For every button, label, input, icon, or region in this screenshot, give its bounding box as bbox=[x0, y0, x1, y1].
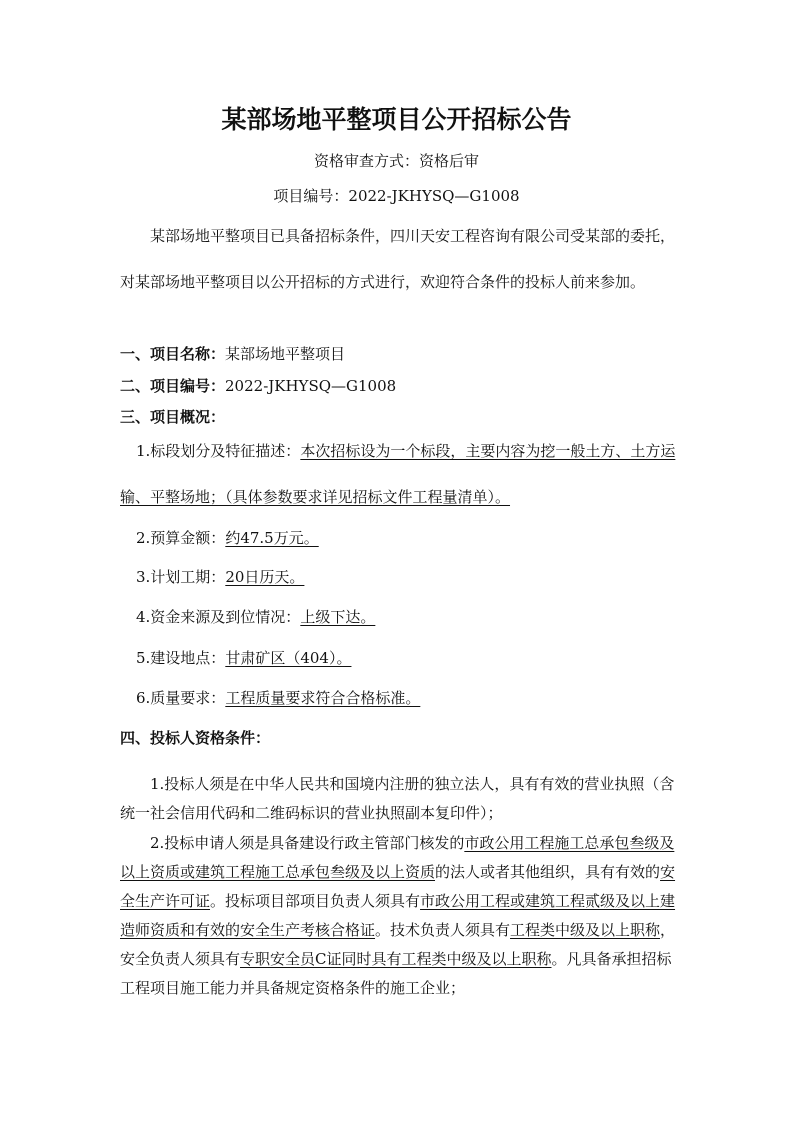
overview-item-6 bbox=[136, 688, 420, 708]
section-label: 一、项目名称： bbox=[120, 345, 226, 363]
section-value: 某部场地平整项目 bbox=[225, 345, 346, 363]
item-value: 甘肃矿区（404）。 bbox=[225, 649, 352, 667]
item-label: 6.质量要求： bbox=[136, 689, 226, 707]
item-label: 1.标段划分及特征描述： bbox=[136, 442, 301, 460]
document-title: 某部场地平整项目公开招标公告 bbox=[221, 105, 572, 134]
q2-part: 。技术负责人须具有 bbox=[375, 921, 511, 939]
item-label: 5.建设地点： bbox=[136, 649, 226, 667]
item-value: 约47.5万元。 bbox=[225, 529, 319, 547]
q2-part-underlined: 安全生产许可证 bbox=[120, 863, 676, 910]
item-label: 3.计划工期： bbox=[136, 568, 226, 586]
overview-item-1 bbox=[120, 428, 680, 520]
q2-part-underlined: 市政公用工程施工总承包叁级及以上资质或建筑工程施工总承包叁级及以上资质 bbox=[120, 834, 675, 881]
item-value: 本次招标设为一个标段，主要内容为挖一般土方、土方运输、平整场地；（具体参数要求详见招标文件工程量清单）。 bbox=[120, 442, 676, 506]
qualification-1: 1.投标人须是在中华人民共和国境内注册的独立法人，具有有效的营业执照（含统一社会信用代码和二维码标识的营业执照副本复印件）； bbox=[120, 775, 675, 822]
item-label: 4.资金来源及到位情况： bbox=[136, 608, 301, 626]
overview-item-3 bbox=[136, 567, 304, 587]
q2-part-underlined: 专职安全员C证同时具有工程类中级及以上职称 bbox=[240, 950, 552, 968]
q2-part-underlined: 工程类中级及以上职称 bbox=[510, 921, 661, 939]
q2-part: 。投标项目部项目负责人须具有 bbox=[210, 892, 421, 910]
section-project-name bbox=[120, 344, 690, 364]
q2-part-underlined: 市政公用工程或建筑工程贰级及以上建造师资质和有效的安全生产考核合格证 bbox=[120, 892, 676, 939]
q2-part: ，安全负责人须具有 bbox=[120, 921, 676, 968]
overview-item-5 bbox=[136, 648, 351, 668]
section-overview bbox=[120, 407, 690, 427]
overview-item-4 bbox=[136, 607, 375, 627]
overview-item-2 bbox=[136, 528, 319, 548]
q2-part: 。凡具备承担招标工程项目施工能力并具备规定资格条件的施工企业； bbox=[120, 950, 672, 997]
section-value: 2022-JKHYSQ—G1008 bbox=[225, 377, 397, 395]
item-value: 20日历天。 bbox=[225, 568, 305, 586]
q2-part: 的法人或者其他组织，具有有效的 bbox=[435, 863, 661, 881]
project-number-line: 项目编号：2022-JKHYSQ—G1008 bbox=[273, 187, 520, 205]
section-label: 二、项目编号： bbox=[120, 377, 226, 395]
intro-paragraph: 某部场地平整项目已具备招标条件，四川天安工程咨询有限公司受某部的委托，对某部场地平整项目以公开招标的方式进行，欢迎符合条件的投标人前来参加。 bbox=[120, 227, 676, 291]
item-value: 工程质量要求符合合格标准。 bbox=[225, 689, 421, 707]
qualification-2 bbox=[120, 829, 680, 1003]
section-project-number bbox=[120, 376, 690, 396]
item-value: 上级下达。 bbox=[300, 608, 376, 626]
review-method: 资格审查方式：资格后审 bbox=[313, 152, 479, 170]
section-label: 四、投标人资格条件： bbox=[120, 729, 271, 747]
section-label: 三、项目概况： bbox=[120, 408, 226, 426]
q2-part: 2.投标申请人须是具备建设行政主管部门核发的 bbox=[150, 834, 465, 852]
section-qualifications bbox=[120, 728, 690, 748]
item-label: 2.预算金额： bbox=[136, 529, 226, 547]
